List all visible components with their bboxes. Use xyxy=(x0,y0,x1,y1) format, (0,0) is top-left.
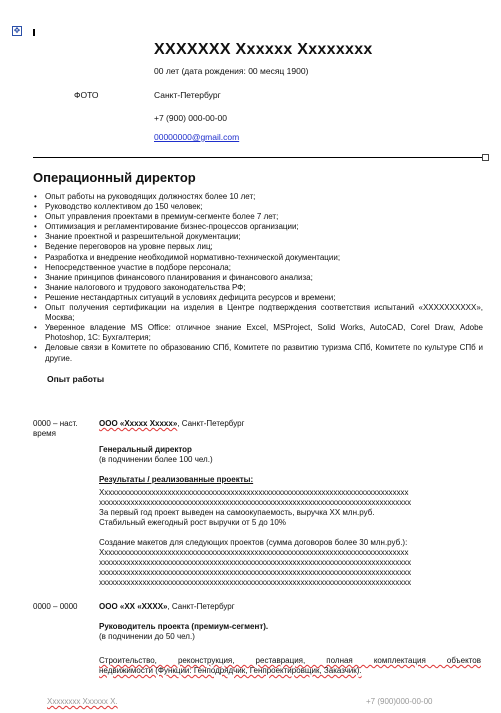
job-description: недвижимости (Функции: Генподрядчик, Генпроектировщик, Заказчик). xyxy=(99,666,362,675)
table-move-handle-icon[interactable]: ✥ xyxy=(13,26,21,35)
list-item: • Уверенное владение MS Office: отличное знание Excel, MSProject, Solid Works, AutoCAD, Corel Draw, Adobe Photoshop, 1С: Бухгалтерия; xyxy=(33,323,483,343)
placeholder-text: Xxxxxxxxxxxxxxxxxxxxxxxxxxxxxxxxxxxxxxxxxxxxxxxxxxxxxxxxxxxxxxxxxxxxxxxxxxxxxx xyxy=(99,488,409,497)
job-description: Строительство, реконструкция, реставрация, полная комплектация объектов xyxy=(99,656,481,665)
list-item: • Опыт получения сертификации на изделия в Центре подтверждения соответствия испытаний «XXXXXXXXXX», Москва; xyxy=(33,303,483,323)
age-line: 00 лет (дата рождения: 00 месяц 1900) xyxy=(154,66,309,76)
placeholder-text: xxxxxxxxxxxxxxxxxxxxxxxxxxxxxxxxxxxxxxxxxxxxxxxxxxxxxxxxxxxxxxxxxxxxxxxxxxxxxxx xyxy=(99,558,412,567)
job-role: Руководитель проекта (премиум-сегмент). xyxy=(99,622,269,631)
list-item: • Ведение переговоров на уровне первых лиц; xyxy=(33,242,483,252)
list-item: • Оптимизация и регламентирование бизнес-процессов организации; xyxy=(33,222,483,232)
list-item: • Руководство коллективом до 150 человек; xyxy=(33,202,483,212)
email-link[interactable]: 00000000@gmail.com xyxy=(154,132,240,142)
skills-list xyxy=(33,192,483,364)
placeholder-text: xxxxxxxxxxxxxxxxxxxxxxxxxxxxxxxxxxxxxxxxxxxxxxxxxxxxxxxxxxxxxxxxxxxxxxxxxxxxxxx xyxy=(99,578,412,587)
company-location: , Санкт-Петербург xyxy=(177,419,245,428)
job-role: Генеральный директор xyxy=(99,445,192,454)
placeholder-text: xxxxxxxxxxxxxxxxxxxxxxxxxxxxxxxxxxxxxxxxxxxxxxxxxxxxxxxxxxxxxxxxxxxxxxxxxxxxxxx xyxy=(99,568,412,577)
list-item: • Разработка и внедрение необходимой нормативно-технической документации; xyxy=(33,253,483,263)
phone: +7 (900) 000-00-00 xyxy=(154,113,228,123)
job-entry xyxy=(99,419,481,588)
header-divider xyxy=(33,157,483,158)
photo-placeholder: ФОТО xyxy=(74,90,99,100)
list-item: • Решение нестандартных ситуаций в условиях дефицита ресурсов и времени; xyxy=(33,293,483,303)
list-item: • Непосредственное участие в подборе персонала; xyxy=(33,263,483,273)
list-item: • Опыт работы на руководящих должностях более 10 лет; xyxy=(33,192,483,202)
list-item: • Опыт управления проектами в премиум-сегменте более 7 лет; xyxy=(33,212,483,222)
text-cursor xyxy=(33,29,35,36)
experience-title: Опыт работы xyxy=(47,374,105,384)
job-company-line xyxy=(99,419,481,429)
result-text: Стабильный ежегодный рост выручки от 5 до 10% xyxy=(99,518,286,527)
job-subordinates: (в подчинении до 50 чел.) xyxy=(99,632,195,641)
result-text: За первый год проект выведен на самоокупаемость, выручка XX млн.руб. xyxy=(99,508,375,517)
candidate-name: XXXXXXX Xxxxxx Xxxxxxxx xyxy=(154,41,373,58)
list-item: • Деловые связи в Комитете по образованию СПб, Комитете по развитию туризма СПб, Комитете по культуре СПб и другие. xyxy=(33,343,483,363)
job-period: 0000 – 0000 xyxy=(33,602,78,611)
placeholder-text: xxxxxxxxxxxxxxxxxxxxxxxxxxxxxxxxxxxxxxxxxxxxxxxxxxxxxxxxxxxxxxxxxxxxxxxxxxxxxxx xyxy=(99,498,412,507)
position-title: Операционный директор xyxy=(33,170,196,185)
job-period: 0000 – наст. время xyxy=(33,419,78,438)
company-name: ООО «XX «XXXX» xyxy=(99,602,168,611)
placeholder-text: Xxxxxxxxxxxxxxxxxxxxxxxxxxxxxxxxxxxxxxxxxxxxxxxxxxxxxxxxxxxxxxxxxxxxxxxxxxxxxx xyxy=(99,548,409,557)
job-subordinates: (в подчинении более 100 чел.) xyxy=(99,455,213,464)
company-name: ООО «Xxxxx Xxxxx» xyxy=(99,419,178,428)
table-resize-handle[interactable] xyxy=(482,154,489,161)
list-item: • Знание налогового и трудового законодательства РФ; xyxy=(33,283,483,293)
projects-label: Результаты / реализованные проекты: xyxy=(99,475,254,484)
company-location: , Санкт-Петербург xyxy=(167,602,235,611)
footer-name: Xxxxxxxx Xxxxxx X. xyxy=(47,697,118,706)
job-entry xyxy=(99,602,481,676)
footer-phone: +7 (900)000-00-00 xyxy=(366,697,433,706)
list-item: • Знание принципов финансового планирования и финансового анализа; xyxy=(33,273,483,283)
job-company-line xyxy=(99,602,481,612)
city: Санкт-Петербург xyxy=(154,90,221,100)
result-text: Создание макетов для следующих проектов (сумма договоров более 30 млн.руб.): xyxy=(99,538,408,547)
list-item: • Знание проектной и разрешительной документации; xyxy=(33,232,483,242)
